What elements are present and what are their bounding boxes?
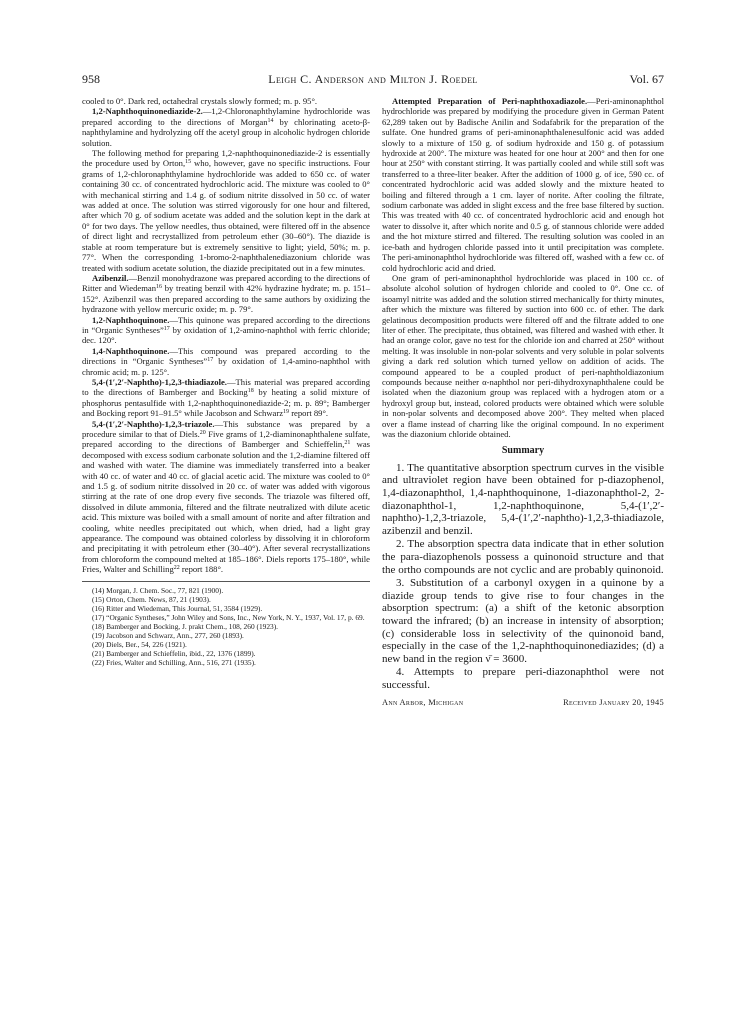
section-title: 5,4-(1′,2′-Naphtho)-1,2,3-thiadiazole. xyxy=(92,376,227,387)
summary-item: 1. The quantitative absorption spectrum curves in the visible and ultraviolet region have been obtained for p-diazophenol, 1,4-diazonaphthol, 1,4-naphthoquinone, 1-diazonaphthol-2, 2-diazonaphthol-1, 1,2-naphthoquinone, 5,4-(1′,2′-naphtho)-1,2,3-triazole, 5,4-(1′,2′-naphtho)-1,2,3-thiadiazole, azibenzil and benzil. xyxy=(382,461,664,537)
summary-heading: Summary xyxy=(501,445,545,457)
section-thiadiazole: 5,4-(1′,2′-Naphtho)-1,2,3-thiadiazole.—This material was prepared according to the directions of Bamberger and Bocking$^{18}$ by heating a solid mixture of phosphorus pentasulfide with 1,2-naphthoquinonediazide-2; m. p. 89°; Bamberger and Bocking report 91–91.5° while Jacobson and Schwarz$^{19}$ report 89°. xyxy=(82,376,370,419)
section-title: 5,4-(1′,2′-Naphtho)-1,2,3-triazole. xyxy=(92,418,215,429)
footnote-ref: 17 xyxy=(163,325,170,332)
footnote-ref: 17 xyxy=(207,357,214,364)
summary-item: 3. Substitution of a carbonyl oxygen in a quinone by a diazide group tends to give rise to four changes in the absorption spectrum: (a) a shift of the ketonic absorption toward the infrared; (b) an increase in intensity of absorption; (c) considerable loss in selectivity of the quinonoid band, especially in the case of the 1,2-naphthoquinonediazides; (d) a new band in the region ν̄ = 3600. xyxy=(382,577,664,665)
footnote: (18) Bamberger and Bocking, J. prakt Chem., 108, 260 (1923). xyxy=(92,621,279,631)
footnote: (17) “Organic Syntheses,” John Wiley and Sons, Inc., New York, N. Y., 1937, Vol. 17, p. 69. xyxy=(92,612,365,622)
left-column xyxy=(82,96,370,667)
footnote-ref: 20 xyxy=(199,430,206,436)
volume-label: Vol. 67 xyxy=(629,72,664,86)
section-title: 1,2-Naphthoquinonediazide-2. xyxy=(92,106,203,117)
received-date: Received January 20, 1945 xyxy=(563,697,664,707)
section-title: Attempted Preparation of Peri-naphthoxadiazole. xyxy=(392,96,588,106)
page-number: 958 xyxy=(82,72,100,86)
footnote: (14) Morgan, J. Chem. Soc., 77, 821 (1900). xyxy=(92,585,224,595)
footnotes xyxy=(82,581,370,667)
summary-item: 2. The absorption spectra data indicate that in ether solution the para-diazophenols possess a quinonoid structure and that the ortho compounds are not cyclic and are probably quinonoid. xyxy=(382,538,664,576)
paragraph-cooled: cooled to 0°. Dark red, octahedral crystals slowly formed; m. p. 95°. xyxy=(82,96,318,106)
footnote: (22) Fries, Walter and Schilling, Ann., 516, 271 (1935). xyxy=(92,657,256,667)
footnote: (21) Bamberger and Schieffelin, ibid., 22, 1376 (1899). xyxy=(92,648,256,658)
section-title: Azibenzil. xyxy=(92,272,129,283)
footnote: (19) Jacobson and Schwarz, Ann., 277, 260 (1893). xyxy=(92,630,244,640)
footnote-ref: 22 xyxy=(173,565,180,572)
section-14-naphthoquinone: 1,4-Naphthoquinone.—This compound was prepared according to the directions in “Organic Syntheses”$^{17}$ by oxidation of 1,4-amino-naphthol with chromic acid; m. p. 125°. xyxy=(82,345,370,377)
footnote: (16) Ritter and Wiedeman, This Journal, 51, 3584 (1929). xyxy=(92,603,263,613)
section-12-naphthoquinone: 1,2-Naphthoquinone.—This quinone was prepared according to the directions in “Organic Syntheses”$^{17}$ by oxidation of 1,2-amino-naphthol with ferric chloride; dec. 120°. xyxy=(82,314,370,346)
footnote-ref: 16 xyxy=(156,284,163,291)
running-authors: Leigh C. Anderson and Milton J. Roedel xyxy=(268,72,478,86)
paragraph-one-gram: One gram of peri-aminonaphthol hydrochloride was placed in 100 cc. of absolute alcohol solution of hydrogen chloride and cooled to 0°. One cc. of isoamyl nitrite was added and the solution stirred mechanically for thirty minutes, after which the mixture was filtered by suction into 600 cc. of ether. The dark gelatinous decomposition products were filtered off and the filtrate added to one liter of ether. The precipitate, thus obtained, was filtered and washed with ether. It had an orange color, gave no test for the chloride ion and charred at 250° without melting. It was insoluble in non-polar solvents and very soluble in polar solvents giving a dark red solution which turned yellow on addition of acids. The compound appeared to be a coupled product of peri-naphtholdiazonium compounds because neither α-naphthol nor peri-dihydroxynaphthalene could be isolated when the diazonium group was replaced with a hydrogen atom or a hydroxyl group but, instead, colored products were obtained which were soluble in non-polar solvents and decomposed above 200°. They melted when placed over a flame instead of charring like the original compound. In no experiment was the diazonium chloride obtained. xyxy=(382,272,664,439)
right-column xyxy=(382,96,664,710)
footnote: (20) Diels, Ber., 54, 226 (1921). xyxy=(92,639,187,649)
footnote-ref: 14 xyxy=(267,117,274,124)
summary xyxy=(382,462,664,692)
footnote-ref: 21 xyxy=(344,440,351,447)
footnote: (15) Orton, Chem. News, 87, 21 (1903). xyxy=(92,594,211,604)
section-triazole: 5,4-(1′,2′-Naphtho)-1,2,3-triazole.—This substance was prepared by a procedure similar to that of Diels.$^{20}$ Five grams of 1,2-diaminonaphthalene sulfate, prepared according to the directions of Bamberger and Schieffelin,$^{21}$ was decomposed with excess sodium carbonate solution and the 1,2-diamine filtered off and washed with water. The diamine was immediately transferred into a beaker with 40 cc. of water and 40 cc. of glacial acetic acid. The mixture was cooled to 0° and 1.5 g. of sodium nitrite dissolved in 20 cc. of water was added with vigorous stirring at the rate of one drop every five seconds. The triazole was filtered off, dissolved in dilute ammonia, filtered and the filtrate neutralized with dilute acetic acid. This mixture was boiled with a small amount of norite and after filtration and cooling, white needles precipitated out which, when dried, had a light gray appearance. The compound was obtained colorless by dissolving it in chloroform and precipitating it with petroleum ether (30–40°). After several recrystallizations from chloroform the compound melted at 185–186°. Diels reports 175–180°, while Fries, Walter and Schilling$^{22}$ report 188°. xyxy=(82,418,370,575)
article-footer xyxy=(382,698,664,710)
running-header xyxy=(82,72,664,88)
paragraph-method: The following method for preparing 1,2-naphthoquinonediazide-2 is essentially the procedure used by Orton,$^{15}$ who, however, gave no specific instructions. Four grams of 1,2-chloronaphthylamine hydrochloride was added to 650 cc. of water containing 30 cc. of concentrated hydrochloric acid. The mixture was cooled to 0° with mechanical stirring and 1.4 g. of sodium nitrite dissolved in 50 cc. of water was added at once. The solution was stirred vigorously for one hour and filtered, after which 70 g. of sodium acetate was added and the solution kept in the dark at 0° for two days. The yellow needles, thus obtained, were filtered off in the absence of direct light and recrystallized from petroleum ether (30–60°). The diazide is stable at room temperature but is extremely sensitive to light; yield, 50%; m. p. 77°. When the corresponding 1-bromo-2-naphthalenediazonium chloride was treated with sodium acetate solution, the diazide precipitated out in a few minutes. xyxy=(82,148,370,273)
author-location: Ann Arbor, Michigan xyxy=(382,697,464,707)
section-azibenzil: Azibenzil.—Benzil monohydrazone was prepared according to the directions of Ritter and Wiedeman$^{16}$ by treating benzil with 42% hydrazine hydrate; m. p. 151–152°. Azibenzil was then prepared according to the same authors by oxidizing the hydrazone with yellow mercuric oxide; m. p. 79°. xyxy=(82,272,371,315)
summary-item: 4. Attempts to prepare peri-diazonaphthol were not successful. xyxy=(382,666,664,691)
section-title: 1,4-Naphthoquinone. xyxy=(92,345,170,356)
section-naphthoquinonediazide: 1,2-Naphthoquinonediazide-2.—1,2-Chloronaphthylamine hydrochloride was prepared according to the directions of Morgan$^{14}$ by chlorinating aceto-β-naphthylamine and hydrolyzing off the acetyl group in alcoholic hydrogen chloride solution. xyxy=(82,106,370,148)
footnote-ref: 18 xyxy=(247,388,254,395)
section-peri-naphthoxadiazole: Attempted Preparation of Peri-naphthoxadiazole.—Peri-aminonaphthol hydrochloride was prepared by modifying the procedure given in German Patent 62,289 taken out by Badische Anilin and Sodafabrik for the preparation of the sulfate. One hundred grams of peri-aminonaphthalenesulfonic acid was added slowly to a mixture of 150 g. of sodium hydroxide and 150 g. of potassium hydroxide at 200°. The mixture was heated for one hour at 200° and then for one hour at 250° with constant stirring. It was partially cooled and while still soft was transferred to a three-liter beaker. After the addition of 1000 g. of ice, 590 cc. of concentrated hydrochloric acid was added slowly and the mixture heated to boiling and filtered through a 1 cm. layer of norite. After cooling the filtrate, sodium carbonate was added in slight excess and the free base filtered by suction. This was treated with 40 cc. of concentrated hydrochloric acid and enough hot water to dissolve it, after which norite and 0.5 g. of stannous chloride were added and the hot mixture stirred and filtered. The resulting solution was cooled in an ice-bath and hydrogen chloride passed into it until precipitation was complete. The peri-aminonaphthol hydrochloride was filtered off, washed with a few cc. of cold hydrochloric acid and dried. xyxy=(382,96,664,273)
section-title: 1,2-Naphthoquinone. xyxy=(92,314,170,325)
footnote-ref: 19 xyxy=(283,409,290,416)
footnote-ref: 15 xyxy=(185,159,192,166)
